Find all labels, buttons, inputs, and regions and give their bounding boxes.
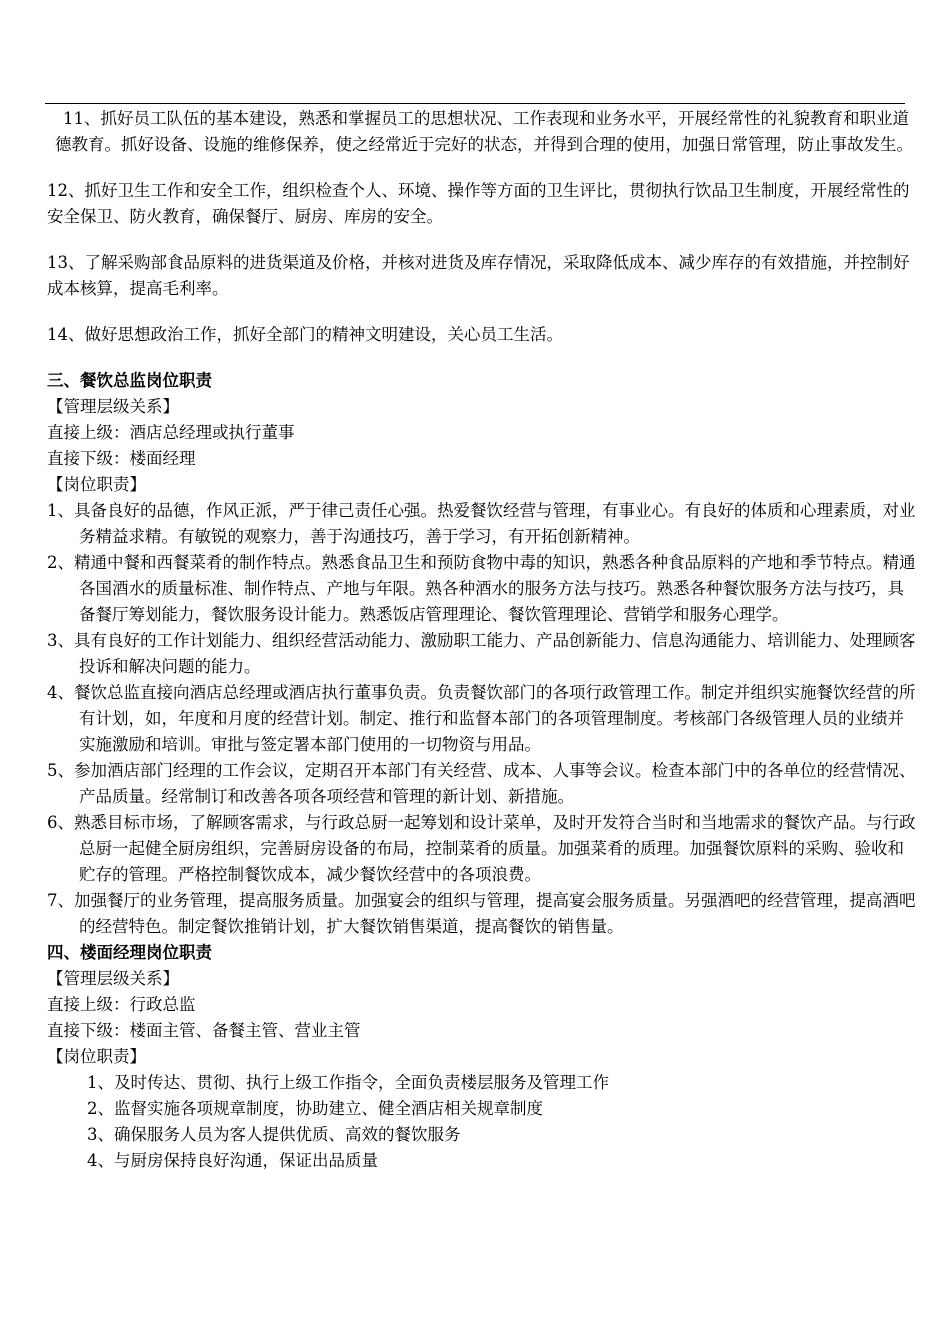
section-3-subordinate: 直接下级：楼面经理 bbox=[47, 449, 196, 468]
section-3-duty: 1、具备良好的品德，作风正派，严于律己责任心强。热爱餐饮经营与管理，有事业心。有良好的体质和心理素质，对业务精益求精。有敏锐的观察力，善于沟通技巧，善于学习，有开拓创新精神。 bbox=[47, 501, 916, 546]
section-3-duty: 7、加强餐厅的业务管理，提高服务质量。加强宴会的组织与管理，提高宴会服务质量。另强酒吧的经营管理，提高酒吧的经营特色。制定餐饮推销计划，扩大餐饮销售渠道，提高餐饮的销售量。 bbox=[47, 891, 916, 936]
section-4-title: 四、楼面经理岗位职责 bbox=[47, 943, 212, 962]
section-3-title: 三、餐饮总监岗位职责 bbox=[47, 371, 212, 390]
section-4-duty: 2、监督实施各项规章制度，协助建立、健全酒店相关规章制度 bbox=[87, 1099, 543, 1118]
section-3-duty: 5、参加酒店部门经理的工作会议，定期召开本部门有关经营、成本、人事等会议。检查本部门中的各单位的经营情况、产品质量。经常制订和改善各项各项经营和管理的新计划、新措施。 bbox=[47, 761, 916, 806]
section-3-duty: 3、具有良好的工作计划能力、组织经营活动能力、激励职工能力、产品创新能力、信息沟通能力、培训能力、处理顾客投诉和解决问题的能力。 bbox=[47, 631, 916, 676]
item-13: 13、了解采购部食品原料的进货渠道及价格，并核对进货及库存情况，采取降低成本、减少库存的有效措施，并控制好成本核算，提高毛利率。 bbox=[47, 253, 910, 298]
item-14: 14、做好思想政治工作，抓好全部门的精神文明建设，关心员工生活。 bbox=[47, 325, 563, 344]
section-4-duty: 3、确保服务人员为客人提供优质、高效的餐饮服务 bbox=[87, 1125, 461, 1144]
section-4-superior: 直接上级：行政总监 bbox=[47, 995, 196, 1014]
section-4-duties-label: 【岗位职责】 bbox=[47, 1047, 146, 1066]
section-3-superior: 直接上级：酒店总经理或执行董事 bbox=[47, 423, 295, 442]
section-4-duty: 1、及时传达、贯彻、执行上级工作指令，全面负责楼层服务及管理工作 bbox=[87, 1073, 609, 1092]
header-rule bbox=[45, 103, 905, 104]
section-3-duties-label: 【岗位职责】 bbox=[47, 475, 146, 494]
section-3-relation-label: 【管理层级关系】 bbox=[47, 397, 179, 416]
document-body bbox=[47, 106, 917, 1174]
item-12: 12、抓好卫生工作和安全工作，组织检查个人、环境、操作等方面的卫生评比，贯彻执行饮品卫生制度，开展经常性的安全保卫、防火教育，确保餐厅、厨房、库房的安全。 bbox=[47, 181, 910, 226]
section-4-duty: 4、与厨房保持良好沟通，保证出品质量 bbox=[87, 1151, 378, 1170]
section-3-duty: 2、精通中餐和西餐菜肴的制作特点。熟悉食品卫生和预防食物中毒的知识，熟悉各种食品原料的产地和季节特点。精通各国酒水的质量标准、制作特点、产地与年限。熟各种酒水的服务方法与技巧。熟悉各种餐饮服务方法与技巧，具备餐厅筹划能力，餐饮服务设计能力。熟悉饭店管理理论、餐饮管理理论、营销学和服务心理学。 bbox=[47, 553, 916, 624]
section-4-subordinate: 直接下级：楼面主管、备餐主管、营业主管 bbox=[47, 1021, 361, 1040]
section-3-duty: 4、餐饮总监直接向酒店总经理或酒店执行董事负责。负责餐饮部门的各项行政管理工作。制定并组织实施餐饮经营的所有计划，如，年度和月度的经营计划。制定、推行和监督本部门的各项管理制度。考核部门各级管理人员的业绩并实施激励和培训。审批与签定署本部门使用的一切物资与用品。 bbox=[47, 683, 916, 754]
item-11: 11、抓好员工队伍的基本建设，熟悉和掌握员工的思想状况、工作表现和业务水平，开展经常性的礼貌教育和职业道德教育。抓好设备、设施的维修保养，使之经常近于完好的状态，并得到合理的使用，加强日常管理，防止事故发生。 bbox=[55, 109, 913, 154]
section-4-relation-label: 【管理层级关系】 bbox=[47, 969, 179, 988]
section-3-duty: 6、熟悉目标市场，了解顾客需求，与行政总厨一起筹划和设计菜单，及时开发符合当时和当地需求的餐饮产品。与行政总厨一起健全厨房组织，完善厨房设备的布局，控制菜肴的质量。加强菜肴的质理。加强餐饮原料的采购、验收和贮存的管理。严格控制餐饮成本，减少餐饮经营中的各项浪费。 bbox=[47, 813, 916, 884]
